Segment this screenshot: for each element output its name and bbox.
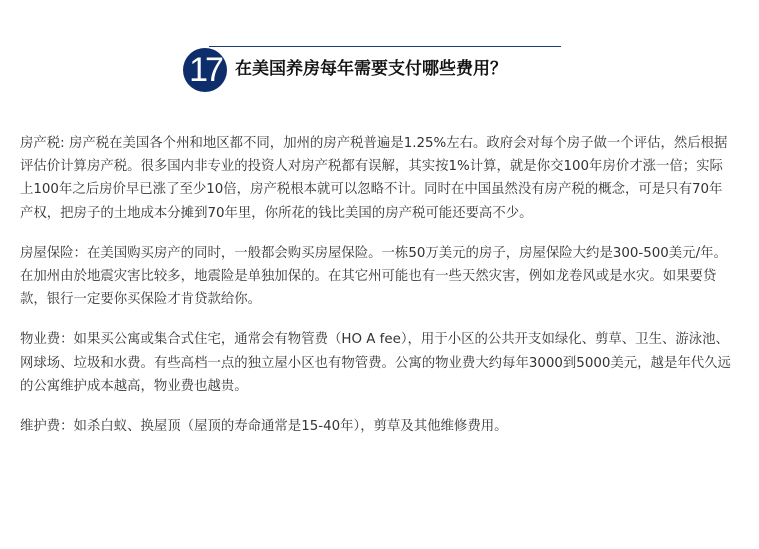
paragraph-home-insurance: 房屋保险：在美国购买房产的同时，一般都会购买房屋保险。一栋50万美元的房子，房屋保险大约是300-500美元/年。在加州由於地震灾害比较多，地震险是单独加保的。在其它州可能也有一些天然灾害，例如龙卷风或是水灾。如果要贷款，银行一定要你买保险才肯贷款给你。 — [20, 245, 727, 308]
header-rule — [209, 46, 561, 47]
section-header — [183, 44, 561, 92]
paragraph-maintenance: 维护费：如杀白蚁、换屋顶（屋顶的寿命通常是15-40年），剪草及其他维修费用。 — [20, 419, 508, 435]
paragraph-property-tax: 房产税: 房产税在美国各个州和地区都不同，加州的房产税普遍是1.25%左右。政府会对每个房子做一个评估，然后根据评估价计算房产税。很多国内非专业的投资人对房产税都有误解，其实按1%计算，就是你交100年房价才涨一倍；实际上100年之后房价早已涨了至少10倍，房产税根本就可以忽略不计。同时在中国虽然没有房产税的概念，可是只有70年产权，把房子的土地成本分摊到70年里，你所花的钱比美国的房产税可能还要高不少。 — [20, 136, 728, 221]
section-title: 在美国养房每年需要支付哪些费用？ — [235, 59, 507, 79]
section-number-badge: 17 — [183, 48, 227, 92]
article-body — [20, 132, 732, 438]
paragraph-hoa-fee: 物业费：如果买公寓或集合式住宅，通常会有物管费（HO A fee），用于小区的公共开支如绿化、剪草、卫生、游泳池、网球场、垃圾和水费。有些高档一点的独立屋小区也有物管费。公寓的物业费大约每年3000到5000美元，越是年代久远的公寓维护成本越高，物业费也越贵。 — [20, 332, 731, 394]
